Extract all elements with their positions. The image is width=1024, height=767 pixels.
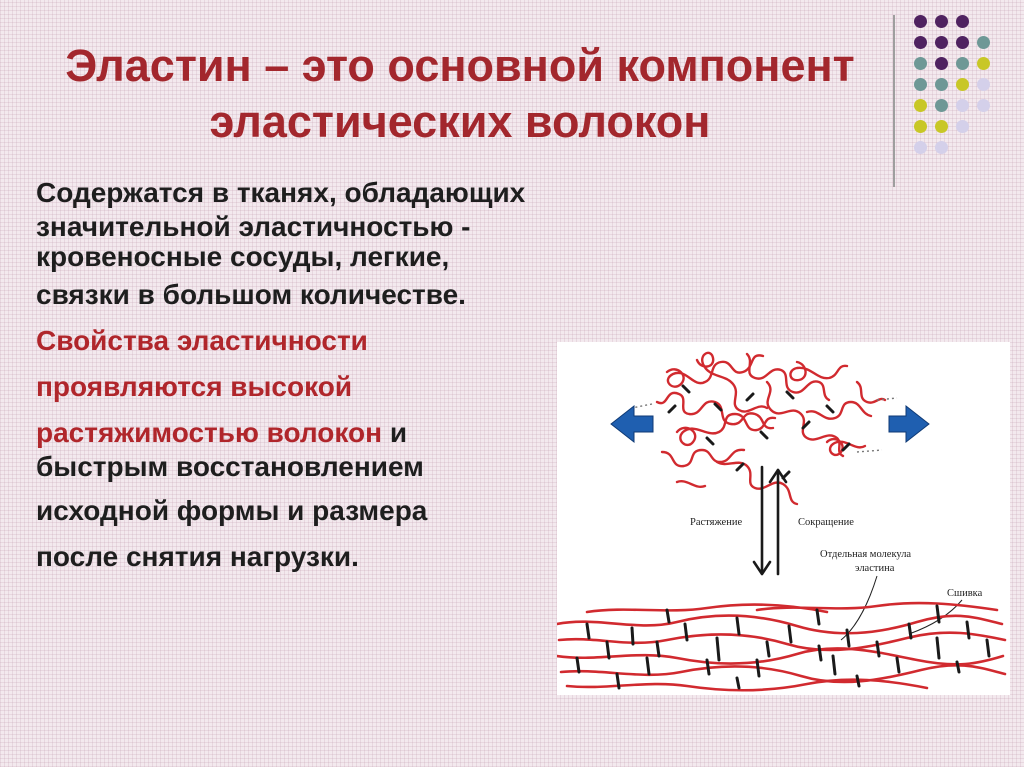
decorative-dot xyxy=(935,141,948,154)
slide-title xyxy=(20,38,900,150)
decorative-dot xyxy=(935,99,948,112)
body-line: исходной формы и размера xyxy=(36,495,428,526)
body-line: значительной эластичностью - xyxy=(36,211,471,242)
stretch-left-arrow-icon xyxy=(611,406,653,442)
elastin-diagram xyxy=(557,342,1010,695)
decorative-dot xyxy=(935,57,948,70)
decorative-divider xyxy=(893,15,895,187)
decorative-dot xyxy=(935,15,948,28)
title-line-1: Эластин – это основной компонент xyxy=(65,40,855,91)
decorative-dot xyxy=(956,120,969,133)
decorative-dot xyxy=(914,15,927,28)
body-line: после снятия нагрузки. xyxy=(36,541,359,572)
decorative-dot xyxy=(977,78,990,91)
body-line: связки в большом количестве. xyxy=(36,279,466,310)
body-line: Содержатся в тканях, обладающих xyxy=(36,177,526,208)
label-contract: Сокращение xyxy=(798,517,854,528)
body-line-highlight: Свойства эластичности xyxy=(36,325,368,356)
body-line-tail: и xyxy=(389,417,408,448)
label-crosslink: Сшивка xyxy=(947,588,983,599)
decorative-dot xyxy=(977,36,990,49)
decorative-dot xyxy=(914,78,927,91)
body-line-highlight: растяжимостью волокон xyxy=(36,417,390,448)
decorative-dot xyxy=(935,36,948,49)
body-line: быстрым восстановлением xyxy=(36,451,424,482)
decorative-dot xyxy=(935,78,948,91)
label-molecule-line1: Отдельная молекула xyxy=(820,549,912,560)
decorative-dot xyxy=(956,36,969,49)
decorative-dot xyxy=(956,15,969,28)
title-line-2: эластических волокон xyxy=(209,96,711,147)
decorative-dot xyxy=(977,99,990,112)
decorative-dot xyxy=(956,57,969,70)
body-line: кровеносные сосуды, легкие, xyxy=(36,241,450,272)
decorative-dot xyxy=(956,78,969,91)
crosslinks-coiled xyxy=(669,386,849,478)
decorative-dot xyxy=(977,57,990,70)
body-line-highlight: проявляются высокой xyxy=(36,371,353,402)
decorative-dot xyxy=(914,141,927,154)
decorative-dot xyxy=(914,57,927,70)
decorative-dot xyxy=(914,99,927,112)
stretch-right-arrow-icon xyxy=(889,406,929,442)
decorative-dot xyxy=(935,120,948,133)
decorative-dot xyxy=(914,36,927,49)
label-molecule-line2: эластина xyxy=(855,563,895,574)
decorative-dot xyxy=(956,99,969,112)
elastin-diagram-svg xyxy=(557,342,1010,695)
label-stretch: Растяжение xyxy=(690,517,743,528)
decorative-dot xyxy=(914,120,927,133)
